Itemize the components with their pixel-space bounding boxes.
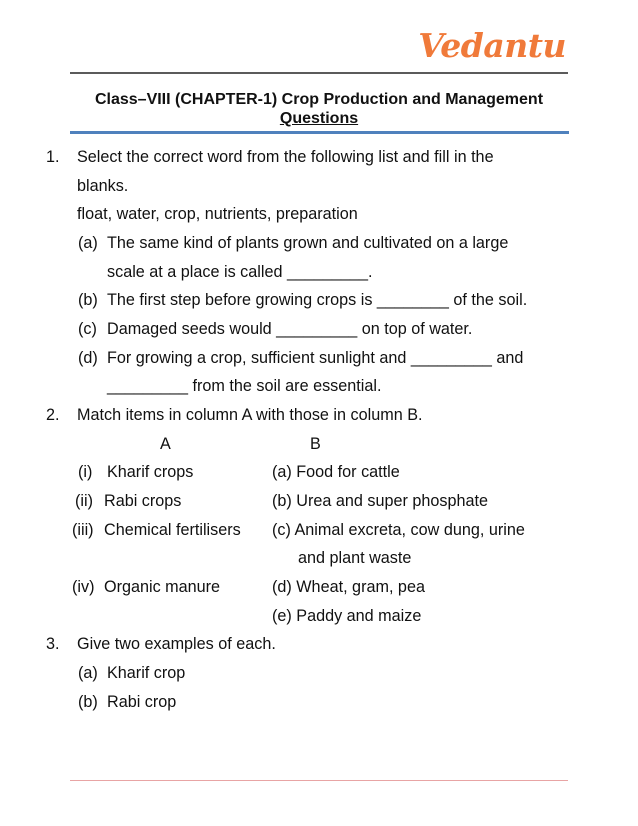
q1d-text-line2: _________ from the soil are essential.	[107, 377, 382, 395]
col-a-item-label: (iv)	[72, 578, 95, 596]
title-line-1: Class–VIII (CHAPTER-1) Crop Production and Management	[94, 91, 544, 108]
q1b-text: The first step before growing crops is ________ of the soil.	[107, 291, 528, 309]
q1-text-line1: Select the correct word from the following list and fill in the	[77, 148, 494, 166]
col-a-item-text: Chemical fertilisers	[104, 521, 241, 539]
q3b-label: (b)	[78, 693, 98, 711]
q1c-label: (c)	[78, 320, 97, 338]
q3-text: Give two examples of each.	[77, 635, 276, 653]
col-b-item: (d) Wheat, gram, pea	[272, 578, 425, 596]
column-a-header: A	[160, 435, 171, 453]
q1-text-line2: blanks.	[77, 177, 129, 195]
q1a-label: (a)	[78, 234, 98, 252]
q1-word-list: float, water, crop, nutrients, preparation	[77, 205, 358, 223]
footer-rule	[70, 780, 568, 781]
col-b-item: (e) Paddy and maize	[272, 607, 422, 625]
column-b-header: B	[310, 435, 321, 453]
q1b-label: (b)	[78, 291, 98, 309]
title-divider	[70, 131, 569, 134]
col-a-item-text: Rabi crops	[104, 492, 182, 510]
col-b-item: (b) Urea and super phosphate	[272, 492, 488, 510]
header-rule	[70, 72, 568, 74]
q3a-text: Kharif crop	[107, 664, 186, 682]
q1-number: 1.	[46, 148, 60, 166]
col-b-item: (c) Animal excreta, cow dung, urine	[272, 521, 525, 539]
title-questions: Questions	[279, 110, 359, 127]
col-a-item-label: (i)	[78, 463, 93, 481]
col-a-item-label: (iii)	[72, 521, 94, 539]
q2-text: Match items in column A with those in column B.	[77, 406, 423, 424]
q2-number: 2.	[46, 406, 60, 424]
col-b-item-continuation: and plant waste	[298, 549, 412, 567]
q3-number: 3.	[46, 635, 60, 653]
col-a-item-label: (ii)	[75, 492, 93, 510]
q1a-text-line2: scale at a place is called _________.	[107, 263, 373, 281]
vedantu-logo: Vedantu	[418, 26, 566, 65]
q1a-text-line1: The same kind of plants grown and cultivated on a large	[107, 234, 509, 252]
q1c-text: Damaged seeds would _________ on top of water.	[107, 320, 473, 338]
col-a-item-text: Kharif crops	[107, 463, 194, 481]
q3b-text: Rabi crop	[107, 693, 177, 711]
q3a-label: (a)	[78, 664, 98, 682]
q1d-label: (d)	[78, 349, 98, 367]
col-b-item: (a) Food for cattle	[272, 463, 400, 481]
q1d-text-line1: For growing a crop, sufficient sunlight and _________ and	[107, 349, 524, 367]
col-a-item-text: Organic manure	[104, 578, 221, 596]
page-title	[40, 90, 598, 128]
